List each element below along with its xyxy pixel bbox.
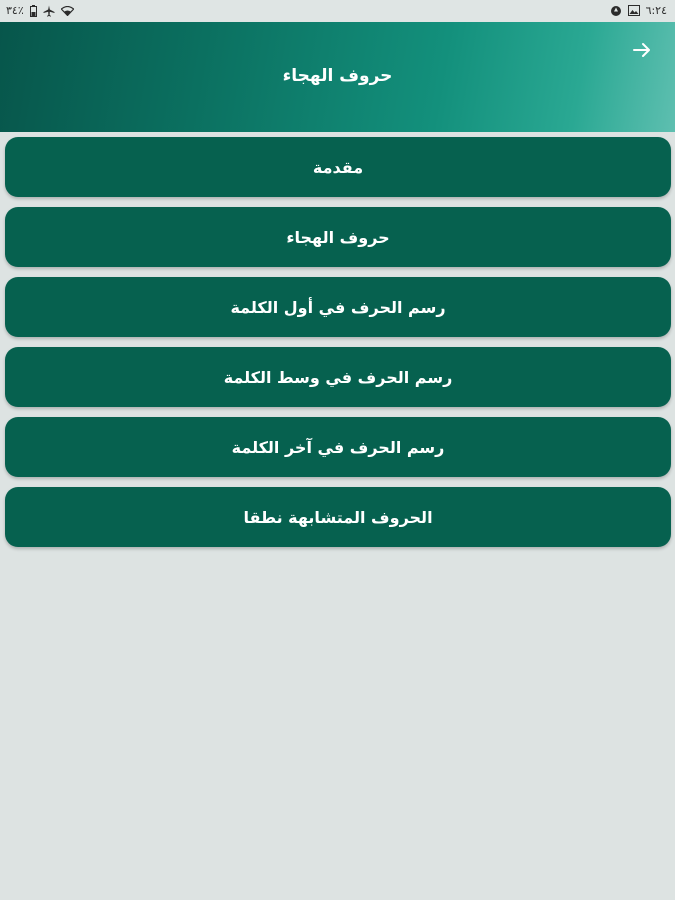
clock-time: ٦:٢٤ [645,4,667,17]
app-bar [0,22,675,132]
back-button[interactable] [631,40,653,60]
battery-icon [30,5,37,17]
image-icon [628,5,640,16]
status-right-group [610,4,667,17]
menu-item-letter-medial-form[interactable]: رسم الحرف في وسط الكلمة [5,347,671,407]
menu-item-alphabet[interactable]: حروف الهجاء [5,207,671,267]
status-left-group [6,4,74,17]
status-bar [0,0,675,22]
data-saver-icon [610,5,622,17]
menu-item-letter-initial-form[interactable]: رسم الحرف في أول الكلمة [5,277,671,337]
arrow-right-icon [631,45,653,64]
airplane-mode-icon [43,5,55,17]
menu-item-introduction[interactable]: مقدمة [5,137,671,197]
menu-item-similar-sounding-letters[interactable]: الحروف المتشابهة نطقا [5,487,671,547]
menu-item-letter-final-form[interactable]: رسم الحرف في آخر الكلمة [5,417,671,477]
wifi-icon [61,6,74,16]
menu-list [5,137,671,557]
page-title: حروف الهجاء [282,66,393,86]
battery-text: ٣٤٪ [6,4,24,17]
